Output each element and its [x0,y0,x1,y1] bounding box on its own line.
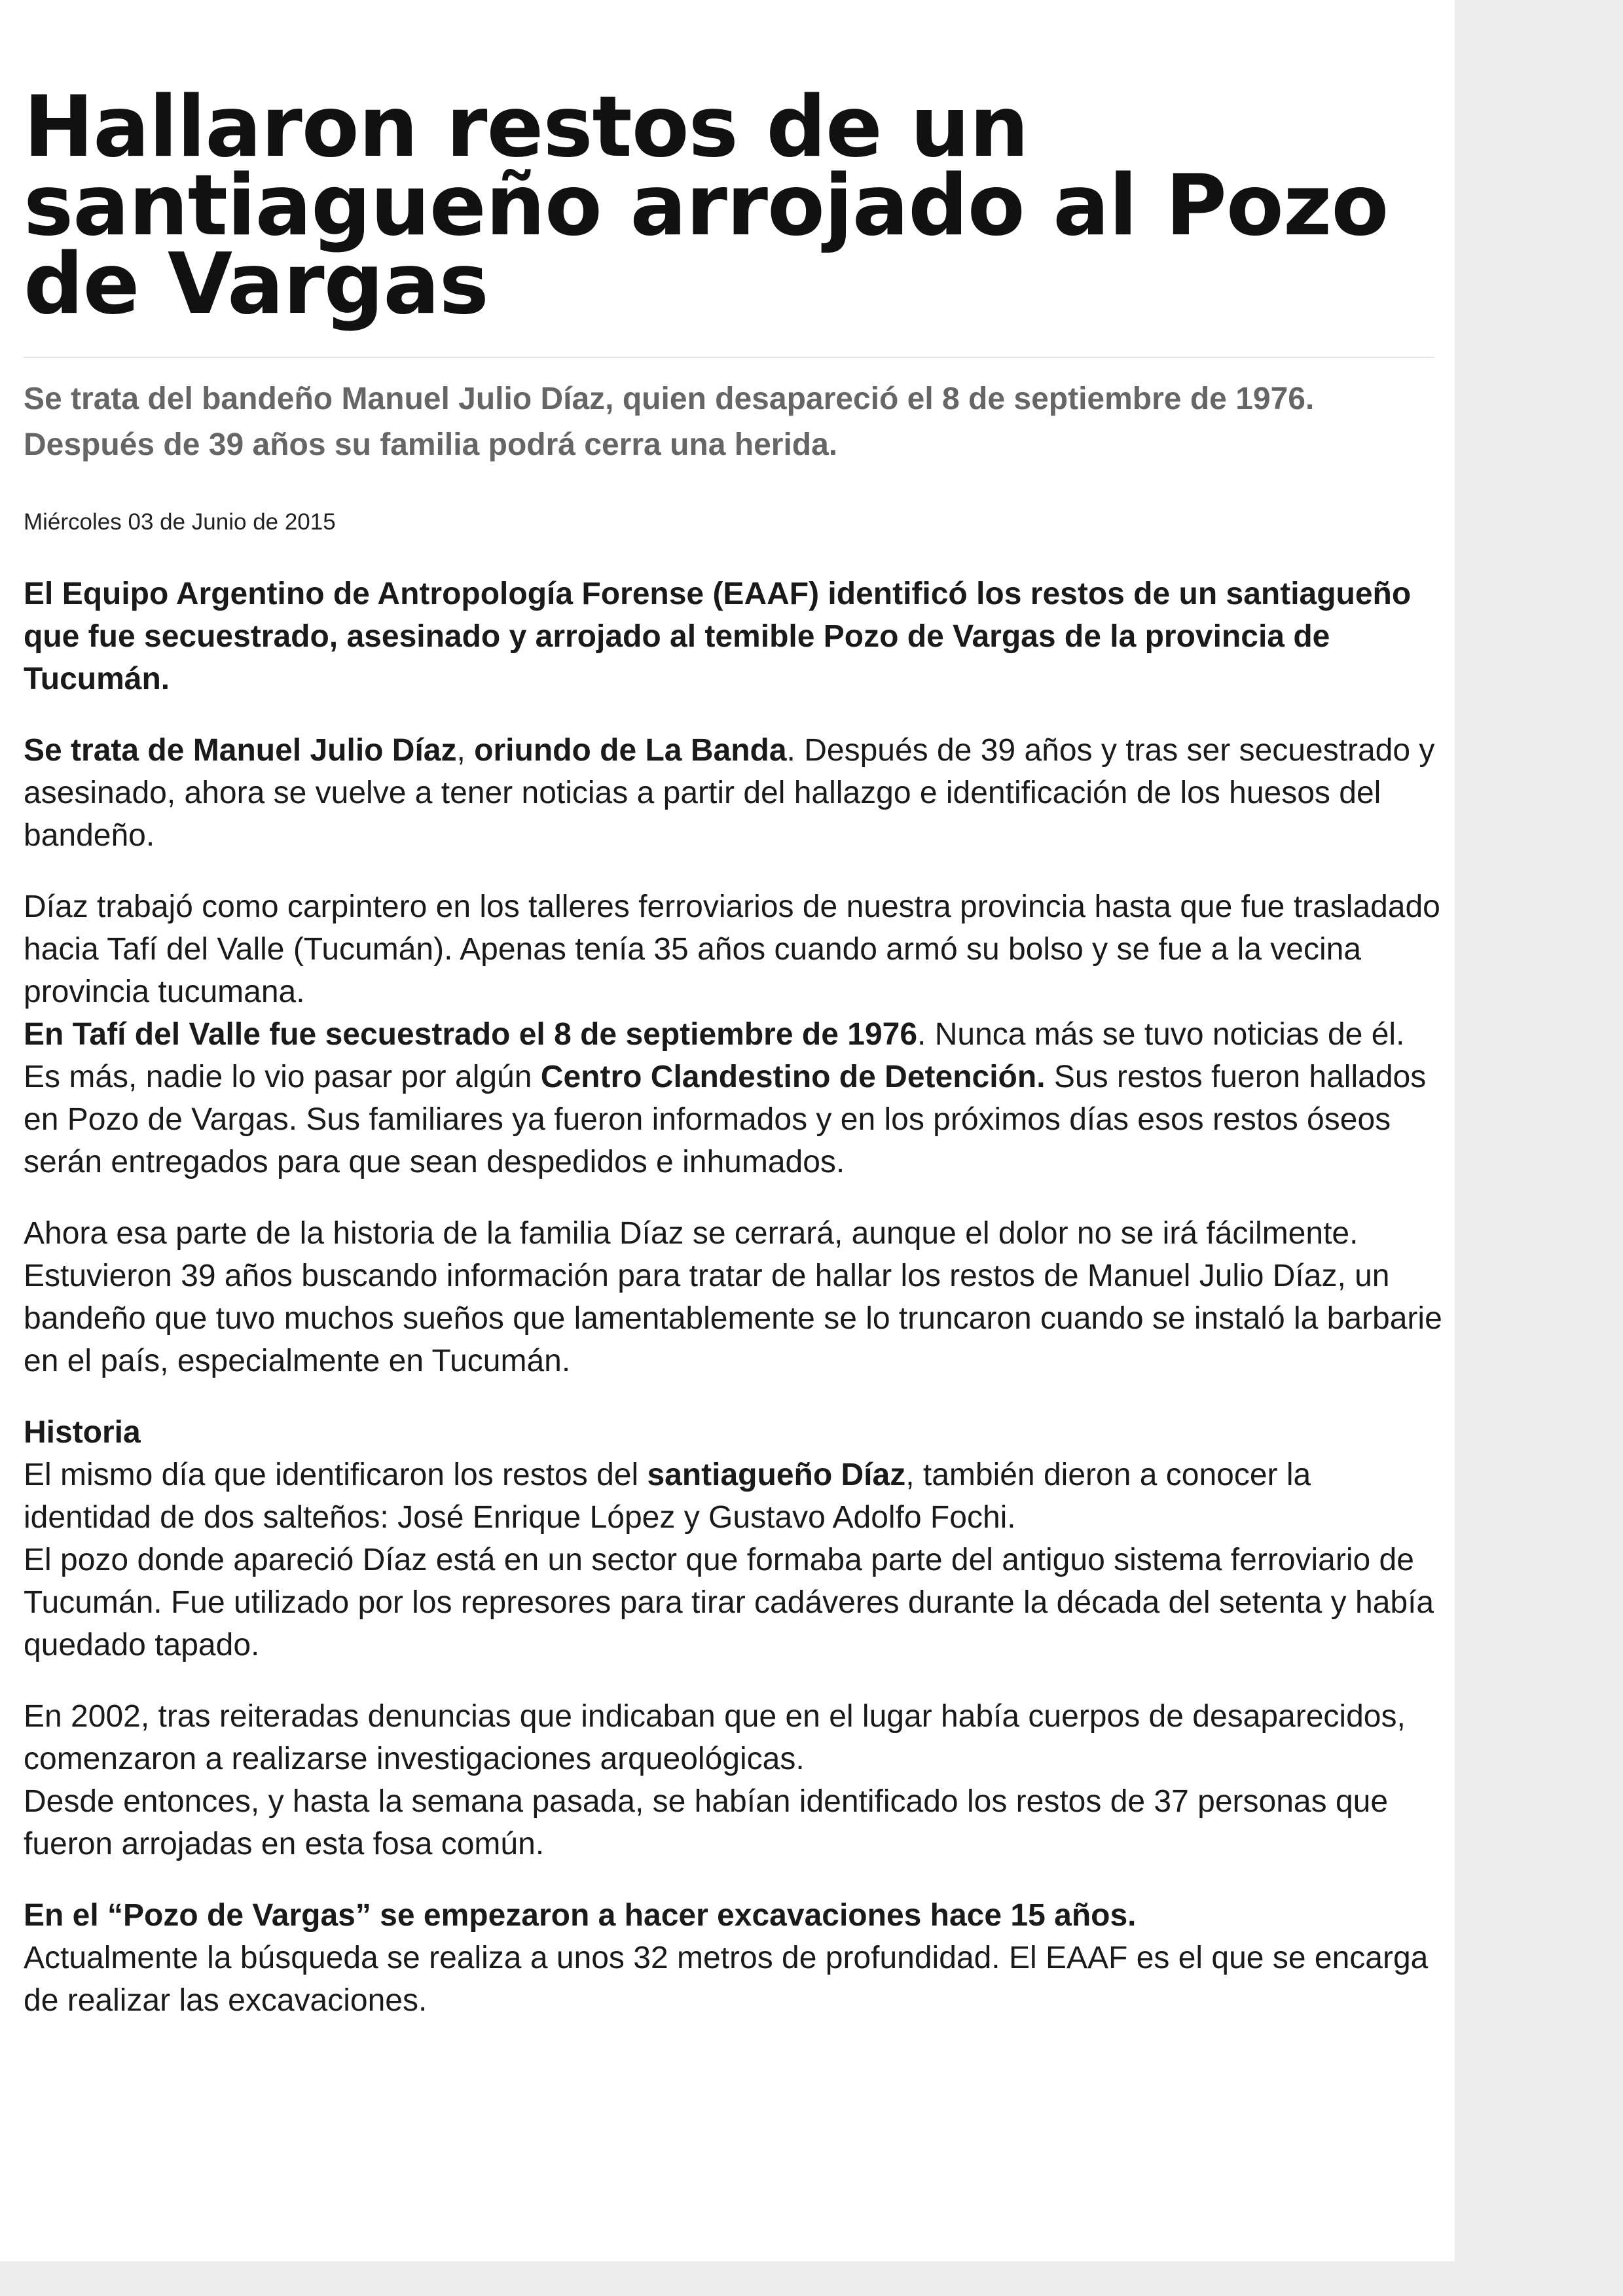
section-heading-historia: Historia [24,1415,141,1450]
paragraph-2 [24,729,1444,857]
paragraph-6-bold: santiagueño Díaz [647,1458,906,1492]
paragraph-1 [24,573,1444,700]
subtitle: Se trata del bandeño Manuel Julio Díaz, quien desapareció el 8 de septiembre de 1976. Después de 39 años su familia podrá cerra una herida. [24,382,1315,462]
paragraph-10 [24,1894,1444,1937]
paragraph-2-comma: , [456,733,475,768]
headline: Hallaron restos de un santiagueño arrojado al Pozo de Vargas [24,79,1389,333]
paragraph-1-bold: El Equipo Argentino de Antropología Forense (EAAF) identificó los restos de un santiagueño que fue secuestrado, asesinado y arrojado al temible Pozo de Vargas de la provincia de Tucumán. [24,577,1412,696]
paragraph-4-mid: . Nunca más se tuvo noticias de él. Es más, nadie lo vio pasar por algún [24,1017,1405,1094]
paragraph-9: Desde entonces, y hasta la semana pasada, se habían identificado los restos de 37 personas que fueron arrojadas en esta fosa común. [24,1784,1389,1861]
paragraph-4-bold-a: En Tafí del Valle fue secuestrado el 8 de septiembre de 1976 [24,1017,918,1052]
paragraph-4 [24,1013,1444,1183]
paragraph-11: Actualmente la búsqueda se realiza a unos 32 metros de profundidad. El EAAF es el que se encarga de realizar las excavaciones. [24,1941,1429,2018]
paragraph-6-rest: , también dieron a conocer la identidad de dos salteños: José Enrique López y Gustavo Adolfo Fochi. [24,1458,1311,1535]
paragraph-8: En 2002, tras reiteradas denuncias que indicaban que en el lugar había cuerpos de desaparecidos, comenzaron a realizarse investigaciones arqueológicas. [24,1699,1406,1776]
article-body [24,573,1442,2022]
paragraph-7: El pozo donde apareció Díaz está en un sector que formaba parte del antiguo sistema ferroviario de Tucumán. Fue utilizado por los represores para tirar cadáveres durante la década del setenta y había quedado tapado. [24,1543,1434,1662]
section-historia [24,1411,1444,1539]
paragraph-2-rest: . Después de 39 años y tras ser secuestrado y asesinado, ahora se vuelve a tener noticias a partir del hallazgo e identificación de los huesos del bandeño. [24,733,1435,853]
paragraph-4-rest: Sus restos fueron hallados en Pozo de Vargas. Sus familiares ya fueron informados y en los próximos días esos restos óseos serán entregados para que sean despedidos e inhumados. [24,1060,1427,1179]
paragraph-3: Díaz trabajó como carpintero en los talleres ferroviarios de nuestra provincia hasta que fue trasladado hacia Tafí del Valle (Tucumán). Apenas tenía 35 años cuando armó su bolso y se fue a la vecina provincia tucumana. [24,889,1440,1009]
paragraph-2-bold-a: Se trata de Manuel Julio Díaz [24,733,457,768]
paragraph-6-a: El mismo día que identificaron los restos del [24,1458,647,1492]
paragraph-2-bold-b: oriundo de La Banda [474,733,787,768]
publish-date: Miércoles 03 de Junio de 2015 [24,509,336,535]
paragraph-10-bold: En el “Pozo de Vargas” se empezaron a hacer excavaciones hace 15 años. [24,1898,1137,1933]
divider [24,357,1434,358]
paragraph-4-bold-b: Centro Clandestino de Detención. [540,1060,1046,1094]
paragraph-5: Ahora esa parte de la historia de la familia Díaz se cerrará, aunque el dolor no se irá fácilmente. Estuvieron 39 años buscando información para tratar de hallar los restos de Manuel Julio Díaz, un bandeño que tuvo muchos sueños que lamentablemente se lo truncaron cuando se instaló la barbarie en el país, especialmente en Tucumán. [24,1216,1442,1378]
article [24,79,1442,2051]
